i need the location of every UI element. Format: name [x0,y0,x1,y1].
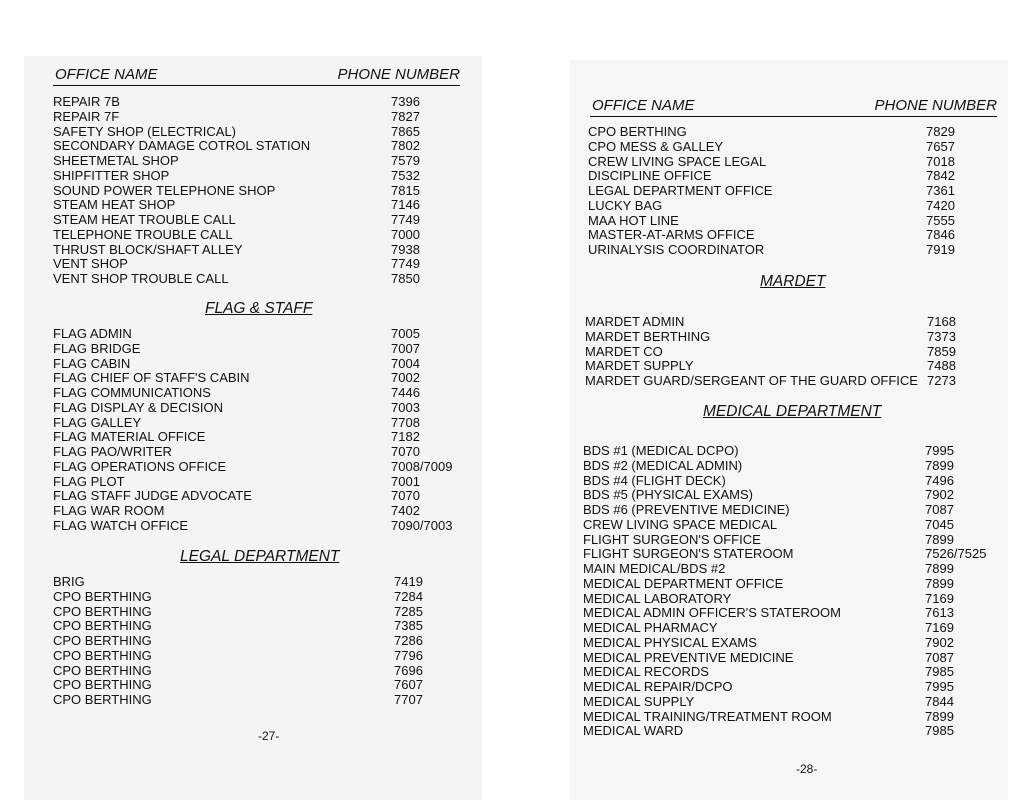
left-top-list [53,95,433,287]
right-medical-list [583,444,1003,739]
directory-row [583,592,1003,607]
office-name: CPO BERTHING [53,618,152,634]
office-name: MEDICAL RECORDS [583,664,709,680]
phone-number: 7496 [925,472,954,488]
directory-row [583,606,1003,621]
phone-number: 7070 [391,444,420,459]
directory-row [53,430,453,445]
office-name: URINALYSIS COORDINATOR [588,242,765,257]
phone-number: 7000 [391,226,420,242]
directory-row [53,125,433,140]
office-name: CREW LIVING SPACE LEGAL [588,153,767,169]
phone-number: 7859 [927,343,956,359]
directory-row [588,140,968,155]
directory-row [53,154,433,169]
office-name: MARDET BERTHING [585,328,711,344]
directory-row [53,95,433,110]
office-name: FLAG PAO/WRITER [53,444,172,459]
directory-row [588,169,968,184]
phone-number: 7002 [391,370,420,386]
directory-row [585,345,985,360]
phone-number: 7899 [925,708,954,724]
office-name: FLAG DISPLAY & DECISION [53,399,224,415]
office-name-heading: OFFICE NAME [592,97,695,114]
phone-number: 7087 [925,502,954,517]
directory-row [53,213,433,228]
phone-number: 7532 [391,167,420,183]
office-name: MEDICAL PHYSICAL EXAMS [583,634,757,650]
directory-row [53,110,433,125]
directory-row [588,214,968,229]
office-name: BDS #1 (MEDICAL DCPO) [583,443,739,458]
phone-number: 7579 [391,153,420,168]
directory-row [583,533,1003,548]
office-name: MEDICAL ADMIN OFFICER'S STATEROOM [583,605,841,621]
office-name: CPO BERTHING [53,692,152,707]
office-name: SHEETMETAL SHOP [53,153,179,168]
phone-number: 7613 [925,605,954,621]
phone-number: 7361 [926,183,955,198]
phone-number: 7168 [927,314,956,329]
phone-number: 7995 [925,443,954,458]
office-name: FLAG WATCH OFFICE [53,517,189,533]
office-name: STEAM HEAT SHOP [53,197,176,213]
office-name: FLAG PLOT [53,473,125,489]
directory-row [583,577,1003,592]
office-name: SHIPFITTER SHOP [53,167,170,183]
office-name: BDS #4 (FLIGHT DECK) [583,472,726,488]
right-mardet-list [585,315,985,389]
office-name: FLAG WAR ROOM [53,503,165,518]
phone-number: 7001 [391,473,420,489]
office-name: LUCKY BAG [588,197,663,213]
phone-number: 7919 [926,242,955,257]
directory-row [53,272,433,287]
directory-row [53,445,453,460]
phone-number: 7070 [391,488,420,504]
office-name: BDS #5 (PHYSICAL EXAMS) [583,487,754,503]
phone-number-heading: PHONE NUMBER [337,66,460,83]
office-name: FLIGHT SURGEON'S OFFICE [583,531,761,547]
phone-number: 7985 [925,723,954,739]
phone-number: 7090/7003 [391,517,453,533]
office-name: MEDICAL DEPARTMENT OFFICE [583,575,784,591]
directory-row [588,243,968,258]
directory-row [53,678,433,693]
directory-row [53,460,453,475]
directory-row [583,474,1003,489]
page-number-left: -27- [258,729,280,743]
phone-number: 7045 [925,516,954,532]
directory-row [583,724,1003,739]
phone-number: 7005 [391,326,420,341]
phone-number: 7846 [926,227,955,243]
office-name: SAFETY SHOP (ELECTRICAL) [53,123,237,139]
directory-row [53,489,453,504]
directory-row [53,257,433,272]
office-name: TELEPHONE TROUBLE CALL [53,226,233,242]
office-name: DISCIPLINE OFFICE [588,168,712,184]
phone-number: 7749 [391,256,420,272]
directory-row [583,503,1003,518]
office-name: CPO BERTHING [53,647,152,663]
phone-number: 7842 [926,168,955,184]
directory-row [53,198,433,213]
phone-number: 7796 [394,647,423,663]
directory-row [585,330,985,345]
phone-number: 7419 [394,574,423,589]
directory-row [583,680,1003,695]
phone-number: 7008/7009 [391,458,453,474]
office-name: VENT SHOP [53,256,128,272]
phone-number: 7420 [926,197,955,213]
directory-row [583,518,1003,533]
phone-number: 7385 [394,618,423,634]
office-name: THRUST BLOCK/SHAFT ALLEY [53,241,243,257]
phone-number: 7169 [925,620,954,635]
phone-number: 7087 [925,649,954,665]
directory-row [53,634,433,649]
phone-number: 7607 [394,677,423,693]
phone-number: 7865 [391,123,420,139]
directory-row [53,184,433,199]
office-name: MARDET ADMIN [585,314,685,329]
office-name: FLAG STAFF JUDGE ADVOCATE [53,488,252,504]
directory-row [53,416,453,431]
office-name: MAIN MEDICAL/BDS #2 [583,561,726,576]
office-name: CPO BERTHING [53,662,152,678]
phone-number: 7850 [391,271,420,286]
directory-row [53,590,433,605]
office-name: FLAG GALLEY [53,414,142,430]
page-number-right: -28- [796,762,818,776]
phone-number: 7844 [925,693,954,709]
phone-number: 7707 [394,692,423,707]
phone-number: 7446 [391,385,420,400]
section-title-flag-staff: FLAG & STAFF [205,300,313,317]
left-column-header [53,66,460,86]
directory-row [583,710,1003,725]
office-name: REPAIR 7F [53,108,120,124]
directory-row [53,401,453,416]
office-name: CPO BERTHING [53,588,152,604]
phone-number: 7402 [391,503,420,518]
phone-number: 7003 [391,399,420,415]
office-name: REPAIR 7B [53,94,120,109]
office-name: FLAG OPERATIONS OFFICE [53,458,227,474]
phone-number: 7526/7525 [925,546,987,562]
phone-number: 7657 [926,138,955,154]
phone-number: 7007 [391,340,420,356]
directory-row [583,665,1003,680]
office-name: BRIG [53,574,85,589]
directory-row [53,693,433,708]
office-name: MEDICAL PHARMACY [583,620,718,635]
left-legal-list [53,575,433,708]
directory-row [53,575,433,590]
office-name: CPO BERTHING [588,124,687,139]
office-name: MEDICAL LABORATORY [583,590,732,606]
phone-number-heading: PHONE NUMBER [874,97,997,114]
office-name: CPO MESS & GALLEY [588,138,724,154]
office-name: MEDICAL TRAINING/TREATMENT ROOM [583,708,832,724]
phone-number: 7285 [394,603,423,619]
right-column-header [590,97,997,117]
directory-row [53,371,453,386]
phone-number: 7899 [925,457,954,473]
directory-row [53,228,433,243]
office-name: SECONDARY DAMAGE COTROL STATION [53,138,311,154]
phone-number: 7802 [391,138,420,154]
directory-row [53,342,453,357]
office-name: BDS #6 (PREVENTIVE MEDICINE) [583,502,790,517]
directory-row [53,649,433,664]
directory-row [53,664,433,679]
phone-number: 7995 [925,679,954,694]
office-name: CREW LIVING SPACE MEDICAL [583,516,778,532]
office-name: MEDICAL PREVENTIVE MEDICINE [583,649,794,665]
office-name: CPO BERTHING [53,677,152,693]
phone-number: 7273 [927,373,956,388]
directory-row [585,315,985,330]
directory-row [53,327,453,342]
phone-number: 7829 [926,124,955,139]
phone-number: 7899 [925,575,954,591]
directory-row [53,139,433,154]
directory-row [53,357,453,372]
directory-row [583,547,1003,562]
phone-number: 7396 [391,94,420,109]
office-name: FLIGHT SURGEON'S STATEROOM [583,546,794,562]
office-name: LEGAL DEPARTMENT OFFICE [588,183,773,198]
directory-row [583,459,1003,474]
phone-number: 7018 [926,153,955,169]
phone-number: 7286 [394,633,423,648]
directory-row [588,199,968,214]
office-name: MASTER-AT-ARMS OFFICE [588,227,755,243]
phone-number: 7373 [927,328,956,344]
directory-row [588,184,968,199]
phone-number: 7182 [391,429,420,445]
directory-row [53,243,433,258]
office-name: FLAG COMMUNICATIONS [53,385,211,400]
phone-number: 7899 [925,561,954,576]
office-name: STEAM HEAT TROUBLE CALL [53,212,236,227]
phone-number: 7902 [925,634,954,650]
office-name: MEDICAL WARD [583,723,684,739]
directory-row [583,621,1003,636]
phone-number: 7985 [925,664,954,680]
section-title-mardet: MARDET [760,273,826,290]
directory-row [53,519,453,534]
phone-number: 7555 [926,212,955,228]
office-name: MARDET GUARD/SERGEANT OF THE GUARD OFFICE [585,373,918,388]
directory-row [583,636,1003,651]
directory-row [53,475,453,490]
office-name-heading: OFFICE NAME [55,66,158,83]
section-title-legal-department: LEGAL DEPARTMENT [180,548,340,565]
directory-row [53,605,433,620]
office-name: MEDICAL SUPPLY [583,693,695,709]
phone-number: 7902 [925,487,954,503]
phone-number: 7169 [925,590,954,606]
directory-row [583,444,1003,459]
phone-number: 7938 [391,241,420,257]
directory-row [53,504,453,519]
office-name: MARDET CO [585,343,663,359]
phone-number: 7488 [927,358,956,374]
office-name: BDS #2 (MEDICAL ADMIN) [583,457,743,473]
office-name: FLAG CABIN [53,355,131,371]
directory-row [585,374,985,389]
section-title-medical-department: MEDICAL DEPARTMENT [703,403,882,420]
office-name: FLAG BRIDGE [53,340,141,356]
directory-row [53,619,433,634]
right-top-list [588,125,968,258]
directory-row [583,695,1003,710]
directory-row [585,359,985,374]
directory-row [53,386,453,401]
directory-row [583,488,1003,503]
directory-row [583,651,1003,666]
office-name: CPO BERTHING [53,633,152,648]
phone-number: 7749 [391,212,420,227]
office-name: MEDICAL REPAIR/DCPO [583,679,733,694]
office-name: SOUND POWER TELEPHONE SHOP [53,182,276,198]
phone-number: 7696 [394,662,423,678]
office-name: CPO BERTHING [53,603,152,619]
directory-row [588,228,968,243]
phone-number: 7899 [925,531,954,547]
office-name: VENT SHOP TROUBLE CALL [53,271,229,286]
phone-number: 7004 [391,355,420,371]
directory-row [588,155,968,170]
office-name: FLAG ADMIN [53,326,132,341]
phone-number: 7284 [394,588,423,604]
directory-row [583,562,1003,577]
directory-row [588,125,968,140]
office-name: MARDET SUPPLY [585,358,694,374]
phone-number: 7827 [391,108,420,124]
office-name: MAA HOT LINE [588,212,679,228]
phone-number: 7708 [391,414,420,430]
office-name: FLAG CHIEF OF STAFF'S CABIN [53,370,250,386]
directory-row [53,169,433,184]
office-name: FLAG MATERIAL OFFICE [53,429,206,445]
left-flag-list [53,327,453,534]
phone-number: 7146 [391,197,420,213]
phone-number: 7815 [391,182,420,198]
